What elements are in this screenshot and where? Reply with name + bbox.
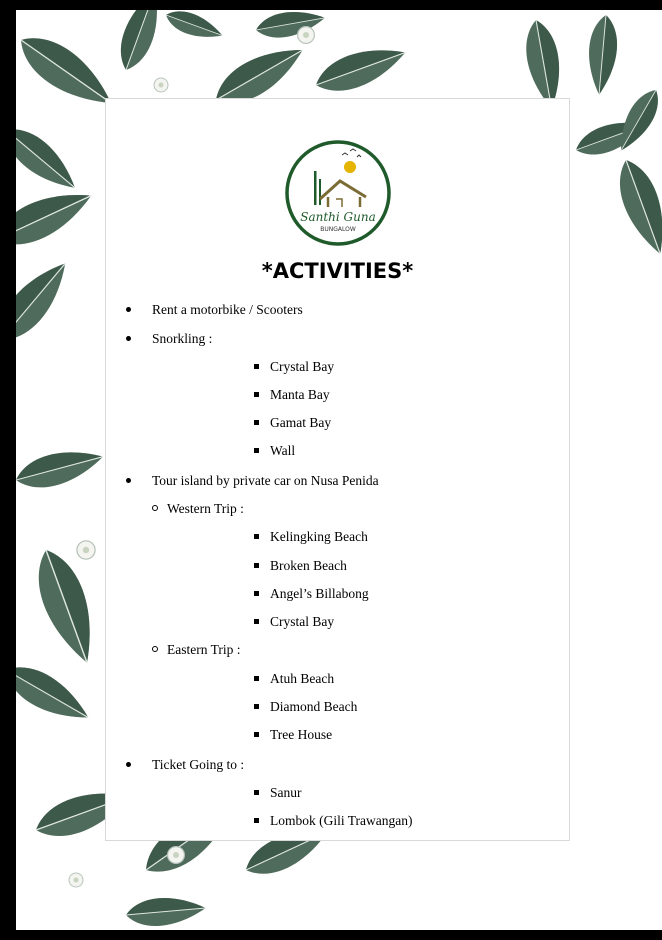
list-item-western-trip: Western Trip : xyxy=(167,501,244,516)
list-item-snorkel-spot: Crystal Bay xyxy=(270,359,335,374)
list-item-snorkling: Snorkling : xyxy=(152,331,213,346)
bullet-square-icon xyxy=(254,420,259,425)
list-item-western-spot: Crystal Bay xyxy=(270,614,335,629)
list-item-eastern-spot: Atuh Beach xyxy=(270,671,335,686)
list-item-western-spot: Kelingking Beach xyxy=(270,529,368,544)
bullet-disc-icon xyxy=(126,307,131,312)
page-sheet xyxy=(16,10,662,930)
list-item-eastern-trip: Eastern Trip : xyxy=(167,642,241,657)
bullet-square-icon xyxy=(254,619,259,624)
list-item-tour: Tour island by private car on Nusa Penida xyxy=(152,473,379,488)
bullet-square-icon xyxy=(254,448,259,453)
logo-brand-sub: BUNGALOW xyxy=(320,226,356,233)
santhi-guna-logo xyxy=(284,139,392,247)
list-item-ticket-spot: Sanur xyxy=(270,785,302,800)
bullet-circle-icon xyxy=(152,646,158,652)
bullet-square-icon xyxy=(254,818,259,823)
list-item-eastern-spot: Diamond Beach xyxy=(270,699,358,714)
bullet-disc-icon xyxy=(126,762,131,767)
list-item-snorkel-spot: Manta Bay xyxy=(270,387,330,402)
bullet-square-icon xyxy=(254,392,259,397)
bullet-square-icon xyxy=(254,534,259,539)
list-item-snorkel-spot: Wall xyxy=(270,443,296,458)
bullet-square-icon xyxy=(254,704,259,709)
bullet-square-icon xyxy=(254,364,259,369)
bullet-circle-icon xyxy=(152,505,158,511)
page-title: *ACTIVITIES* xyxy=(261,259,414,283)
bullet-square-icon xyxy=(254,790,259,795)
bullet-disc-icon xyxy=(126,478,131,483)
list-item-snorkel-spot: Gamat Bay xyxy=(270,415,332,430)
list-item-ticket: Ticket Going to : xyxy=(152,757,245,772)
list-item-eastern-spot: Tree House xyxy=(270,727,333,742)
list-item-motorbike: Rent a motorbike / Scooters xyxy=(152,302,303,317)
logo-brand-name: Santhi Guna xyxy=(300,210,376,224)
bullet-square-icon xyxy=(254,591,259,596)
bullet-square-icon xyxy=(254,563,259,568)
activities-card xyxy=(105,98,570,841)
list-item-ticket-spot: Lombok (Gili Trawangan) xyxy=(270,813,413,828)
bullet-disc-icon xyxy=(126,336,131,341)
list-item-western-spot: Angel’s Billabong xyxy=(270,586,369,601)
list-item-western-spot: Broken Beach xyxy=(270,558,347,573)
bullet-square-icon xyxy=(254,676,259,681)
bullet-square-icon xyxy=(254,732,259,737)
